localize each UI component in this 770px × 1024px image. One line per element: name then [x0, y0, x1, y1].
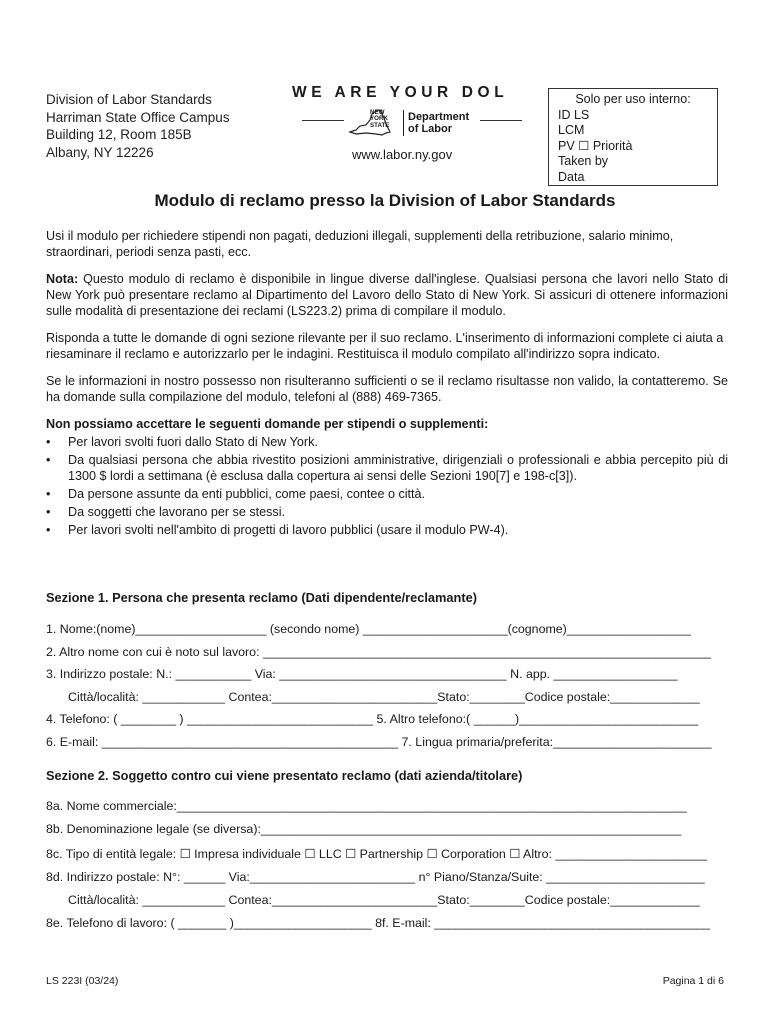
- field-row-email[interactable]: 6. E-mail: ___________________________________________ 7. Lingua primaria/preferita:_______________________: [46, 735, 712, 749]
- list-item: • Da persone assunte da enti pubblici, come paesi, contee o città.: [46, 486, 728, 502]
- internal-use-taken-by: Taken by: [558, 154, 609, 168]
- section-1-heading: Sezione 1. Persona che presenta reclamo (Dati dipendente/reclamante): [46, 590, 477, 605]
- office-address: [46, 91, 230, 161]
- field-row-postal-address[interactable]: 3. Indirizzo postale: N.: ___________ Via: _________________________________ N. app. __________________: [46, 667, 678, 681]
- intro-paragraph: Usi il modulo per richiedere stipendi non pagati, deduzioni illegali, supplementi della retribuzione, salario minimo, straordinari, periodi senza pasti, ecc.: [46, 229, 674, 259]
- field-row-business-name[interactable]: 8a. Nome commerciale:__________________________________________________________________________: [46, 799, 687, 813]
- address-line-4: Albany, NY 12226: [46, 144, 154, 160]
- field-row-city[interactable]: Città/località: ____________ Contea:________________________Stato:________Codice postale:_____________: [68, 690, 700, 704]
- list-item: • Da soggetti che lavorano per se stessi.: [46, 504, 728, 520]
- page-number: Pagina 1 di 6: [662, 975, 724, 987]
- cannot-accept-heading: Non possiamo accettare le seguenti domande per stipendi o supplementi:: [46, 417, 489, 431]
- form-title: Modulo di reclamo presso la Division of Labor Standards: [154, 191, 616, 210]
- field-row-employer-address[interactable]: 8d. Indirizzo postale: N°: ______ Via:________________________ n° Piano/Stanza/Suite: _______________________: [46, 870, 705, 884]
- internal-use-title: Solo per uso interno:: [575, 92, 691, 106]
- internal-use-lcm: LCM: [558, 123, 585, 137]
- list-item: • Da qualsiasi persona che abbia rivestito posizioni amministrative, dirigenziali o professionali e abbia percepito più di 1300 $ lordi a settimana (è esclusa dalla copertura ai sensi delle Sezioni 190[7] e 198-c[3]).: [46, 452, 728, 484]
- internal-use-box: [548, 88, 718, 186]
- list-item: • Per lavori svolti fuori dallo Stato di New York.: [46, 434, 728, 450]
- dol-logo: [300, 108, 524, 138]
- internal-use-pv-priority: PV ☐ Priorità: [558, 138, 633, 153]
- answer-paragraph: Risponda a tutte le domande di ogni sezione rilevante per il suo reclamo. L'inserimento di informazioni complete ci aiuta a riesaminare il reclamo e autorizzarlo per le indagini. Restituisca il modulo compilato all'indirizzo sopra indicato.: [46, 331, 724, 361]
- field-row-name[interactable]: 1. Nome:(nome)___________________ (secondo nome) _____________________(cognome)__________________: [46, 622, 691, 636]
- logo-divider: [403, 110, 404, 136]
- form-id: LS 223I (03/24): [46, 975, 119, 987]
- field-row-employer-city[interactable]: Città/località: ____________ Contea:________________________Stato:________Codice postale:_____________: [68, 893, 700, 907]
- internal-use-id-ls: ID LS: [558, 107, 590, 122]
- internal-use-date: Data: [558, 169, 585, 184]
- form-instructions: [46, 228, 728, 540]
- address-line-3: Building 12, Room 185B: [46, 127, 192, 142]
- website-link[interactable]: www.labor.ny.gov: [352, 147, 453, 162]
- note-text: Questo modulo di reclamo è disponibile in lingue diverse dall'inglese. Qualsiasi persona che lavori nello Stato di New York può presentare reclamo al Dipartimento del Lavoro dello Stato di New York. Si assicuri di ottenere informazioni sulle modalità di presentazione dei reclami (LS223.2) prima di compilare il modulo.: [46, 272, 728, 318]
- dol-slogan: WE ARE YOUR DOL: [292, 84, 509, 101]
- address-line-2: Harriman State Office Campus: [46, 109, 230, 125]
- cannot-accept-list: [46, 434, 728, 538]
- section-2-heading: Sezione 2. Soggetto contro cui viene presentato reclamo (dati azienda/titolare): [46, 768, 523, 783]
- contact-paragraph: Se le informazioni in nostro possesso non risulteranno sufficienti o se il reclamo risultasse non valido, la contatteremo. Se ha domande sulla compilazione del modulo, telefoni al (888) 469-7365.: [46, 374, 728, 404]
- field-row-phone[interactable]: 4. Telefono: ( ________ ) ___________________________ 5. Altro telefono:( ______)__________________________: [46, 712, 699, 726]
- logo-rule-right: [480, 120, 522, 121]
- field-row-entity-type[interactable]: 8c. Tipo di entità legale: ☐ Impresa individuale ☐ LLC ☐ Partnership ☐ Corporation ☐ Altro: ______________________: [46, 847, 708, 861]
- nys-wordmark: NEW YORK STATE: [370, 109, 390, 129]
- list-item: • Per lavori svolti nell'ambito di progetti di lavoro pubblici (usare il modulo PW-4).: [46, 522, 728, 538]
- logo-rule-left: [302, 120, 344, 121]
- field-row-legal-name[interactable]: 8b. Denominazione legale (se diversa):_____________________________________________________________: [46, 822, 682, 836]
- field-row-other-name[interactable]: 2. Altro nome con cui è noto sul lavoro: _________________________________________________________________: [46, 645, 711, 659]
- address-line-1: Division of Labor Standards: [46, 92, 212, 107]
- note-paragraph: [46, 271, 728, 319]
- department-of-labor-wordmark: Department of Labor: [408, 111, 470, 135]
- field-row-work-phone[interactable]: 8e. Telefono di lavoro: ( _______ )____________________ 8f. E-mail: ________________________________________: [46, 916, 710, 930]
- note-label: Nota:: [46, 272, 79, 286]
